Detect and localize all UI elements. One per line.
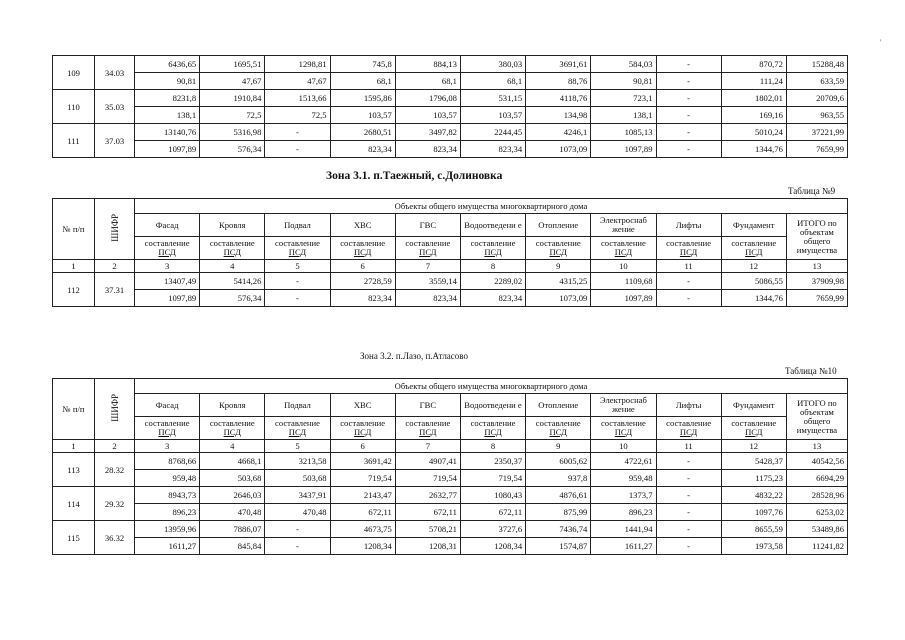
- value-cell: 7886,07: [200, 521, 265, 538]
- column-number: 3: [135, 260, 200, 273]
- column-number: 6: [330, 260, 395, 273]
- header-subcolumn: составление ПСД: [330, 417, 395, 440]
- value-cell: 672,11: [460, 504, 525, 521]
- value-cell: 4668,1: [200, 453, 265, 470]
- row-code: 29.32: [95, 487, 135, 521]
- value-cell: 884,13: [395, 56, 460, 73]
- value-cell: 47,67: [200, 73, 265, 90]
- value-cell: 2289,02: [460, 273, 525, 290]
- value-cell: 823,34: [460, 141, 525, 158]
- value-cell: 1595,86: [330, 90, 395, 107]
- value-cell: 6253,02: [786, 504, 847, 521]
- row-number: 114: [53, 487, 95, 521]
- value-cell: -: [656, 521, 721, 538]
- value-cell: 2728,59: [330, 273, 395, 290]
- header-code: [95, 379, 135, 440]
- value-cell: 1373,7: [591, 487, 656, 504]
- value-cell: 1796,08: [395, 90, 460, 107]
- row-code: 34.03: [95, 56, 135, 90]
- column-number: 6: [330, 440, 395, 453]
- table-10-number: Таблица №10: [785, 366, 837, 376]
- column-number: 2: [95, 260, 135, 273]
- table-10: [52, 378, 848, 555]
- value-cell: 584,03: [591, 56, 656, 73]
- header-column: ХВС: [330, 214, 395, 237]
- row-number: 115: [53, 521, 95, 555]
- header-subcolumn: составление ПСД: [330, 237, 395, 260]
- data-table-continued: [52, 55, 848, 158]
- value-cell: 723,1: [591, 90, 656, 107]
- header-column: Подвал: [265, 394, 330, 417]
- row-code: 28.32: [95, 453, 135, 487]
- row-code: 36.32: [95, 521, 135, 555]
- header-group: Объекты общего имущества многоквартирного дома: [135, 379, 848, 394]
- value-cell: 134,98: [526, 107, 591, 124]
- header-subcolumn: составление ПСД: [265, 417, 330, 440]
- value-cell: 169,16: [721, 107, 786, 124]
- column-number: 9: [526, 440, 591, 453]
- value-cell: 5414,26: [200, 273, 265, 290]
- value-cell: 1441,94: [591, 521, 656, 538]
- row-number: 111: [53, 124, 95, 158]
- table-row: [53, 73, 848, 90]
- value-cell: 40542,56: [786, 453, 847, 470]
- header-column: Лифты: [656, 394, 721, 417]
- value-cell: 5428,37: [721, 453, 786, 470]
- value-cell: 959,48: [591, 470, 656, 487]
- value-cell: 28528,96: [786, 487, 847, 504]
- header-column: Лифты: [656, 214, 721, 237]
- column-number: 11: [656, 260, 721, 273]
- value-cell: 6005,62: [526, 453, 591, 470]
- value-cell: 823,34: [395, 141, 460, 158]
- header-column: Водоотведени е: [460, 394, 525, 417]
- column-number: 12: [721, 440, 786, 453]
- row-code: 37.03: [95, 124, 135, 158]
- value-cell: 896,23: [591, 504, 656, 521]
- value-cell: -: [265, 538, 330, 555]
- row-code: 35.03: [95, 90, 135, 124]
- code-header-label: ШИФР: [109, 394, 120, 422]
- value-cell: 576,34: [200, 290, 265, 307]
- value-cell: 1073,09: [526, 141, 591, 158]
- value-cell: 5708,21: [395, 521, 460, 538]
- value-cell: -: [656, 73, 721, 90]
- table-row: [53, 504, 848, 521]
- value-cell: 68,1: [395, 73, 460, 90]
- column-number: 9: [526, 260, 591, 273]
- header-column: ГВС: [395, 214, 460, 237]
- value-cell: 896,23: [135, 504, 200, 521]
- value-cell: 4315,25: [526, 273, 591, 290]
- header-column: Фасад: [135, 214, 200, 237]
- row-number: 110: [53, 90, 95, 124]
- value-cell: 503,68: [265, 470, 330, 487]
- column-number: 7: [395, 440, 460, 453]
- header-subcolumn: составление ПСД: [591, 237, 656, 260]
- column-number: 8: [460, 260, 525, 273]
- value-cell: 88,76: [526, 73, 591, 90]
- value-cell: 138,1: [591, 107, 656, 124]
- value-cell: 633,59: [786, 73, 847, 90]
- value-cell: 3497,82: [395, 124, 460, 141]
- value-cell: -: [656, 538, 721, 555]
- value-cell: -: [265, 521, 330, 538]
- row-number: 112: [53, 273, 95, 307]
- value-cell: 1208,34: [460, 538, 525, 555]
- value-cell: 53489,86: [786, 521, 847, 538]
- row-code: 37.31: [95, 273, 135, 307]
- value-cell: 1344,76: [721, 141, 786, 158]
- value-cell: 1085,13: [591, 124, 656, 141]
- header-column: Водоотведени е: [460, 214, 525, 237]
- value-cell: 90,81: [591, 73, 656, 90]
- value-cell: 1097,89: [591, 141, 656, 158]
- value-cell: -: [265, 141, 330, 158]
- value-cell: 72,5: [265, 107, 330, 124]
- value-cell: 719,54: [395, 470, 460, 487]
- value-cell: 823,34: [330, 290, 395, 307]
- value-cell: 37221,99: [786, 124, 847, 141]
- value-cell: 15288,48: [786, 56, 847, 73]
- value-cell: 745,8: [330, 56, 395, 73]
- value-cell: -: [656, 290, 721, 307]
- column-number: 10: [591, 260, 656, 273]
- value-cell: 8943,73: [135, 487, 200, 504]
- value-cell: 719,54: [330, 470, 395, 487]
- value-cell: 90,81: [135, 73, 200, 90]
- value-cell: 11241,82: [786, 538, 847, 555]
- table-row: [53, 273, 848, 290]
- header-column: Фасад: [135, 394, 200, 417]
- value-cell: 963,55: [786, 107, 847, 124]
- header-subcolumn: составление ПСД: [656, 237, 721, 260]
- code-header-label: ШИФР: [109, 214, 120, 242]
- header-subcolumn: составление ПСД: [200, 417, 265, 440]
- value-cell: 2350,37: [460, 453, 525, 470]
- value-cell: 4907,41: [395, 453, 460, 470]
- value-cell: 68,1: [460, 73, 525, 90]
- header-group: Объекты общего имущества многоквартирного дома: [135, 199, 848, 214]
- value-cell: 1611,27: [591, 538, 656, 555]
- value-cell: 1695,51: [200, 56, 265, 73]
- value-cell: 1208,34: [330, 538, 395, 555]
- value-cell: 870,72: [721, 56, 786, 73]
- value-cell: -: [656, 141, 721, 158]
- value-cell: -: [656, 273, 721, 290]
- value-cell: 13140,76: [135, 124, 200, 141]
- value-cell: 3727,6: [460, 521, 525, 538]
- zone-3-2-title: Зона 3.2. п.Лазо, п.Атласово: [360, 351, 468, 361]
- value-cell: 13407,49: [135, 273, 200, 290]
- row-number: 109: [53, 56, 95, 90]
- table-row: [53, 290, 848, 307]
- value-cell: -: [656, 470, 721, 487]
- corner-mark: ': [880, 38, 882, 47]
- column-number: 8: [460, 440, 525, 453]
- value-cell: 6694,29: [786, 470, 847, 487]
- header-subcolumn: составление ПСД: [265, 237, 330, 260]
- table-9-number: Таблица №9: [788, 186, 836, 196]
- value-cell: 1344,76: [721, 290, 786, 307]
- table-row: [53, 470, 848, 487]
- value-cell: 4832,22: [721, 487, 786, 504]
- value-cell: 823,34: [395, 290, 460, 307]
- value-cell: 959,48: [135, 470, 200, 487]
- value-cell: 8768,66: [135, 453, 200, 470]
- value-cell: -: [656, 107, 721, 124]
- value-cell: 4673,75: [330, 521, 395, 538]
- value-cell: 47,67: [265, 73, 330, 90]
- column-number: 1: [53, 440, 95, 453]
- header-column: Подвал: [265, 214, 330, 237]
- column-number: 4: [200, 260, 265, 273]
- value-cell: 111,24: [721, 73, 786, 90]
- value-cell: 1802,01: [721, 90, 786, 107]
- value-cell: 672,11: [330, 504, 395, 521]
- value-cell: 1097,89: [135, 290, 200, 307]
- table-row: [53, 107, 848, 124]
- value-cell: 1097,76: [721, 504, 786, 521]
- table-row: [53, 141, 848, 158]
- value-cell: 8231,8: [135, 90, 200, 107]
- value-cell: -: [656, 124, 721, 141]
- table-row: [53, 453, 848, 470]
- header-column: Отопление: [526, 394, 591, 417]
- value-cell: 1513,66: [265, 90, 330, 107]
- column-number: 11: [656, 440, 721, 453]
- header-subcolumn: составление ПСД: [395, 237, 460, 260]
- table-row: [53, 521, 848, 538]
- header-subcolumn: составление ПСД: [460, 237, 525, 260]
- value-cell: 1175,23: [721, 470, 786, 487]
- value-cell: 3559,14: [395, 273, 460, 290]
- header-subcolumn: составление ПСД: [526, 417, 591, 440]
- value-cell: 7659,99: [786, 141, 847, 158]
- value-cell: 1973,58: [721, 538, 786, 555]
- value-cell: 2646,03: [200, 487, 265, 504]
- value-cell: 1611,27: [135, 538, 200, 555]
- header-no: № п/п: [53, 199, 95, 260]
- table-9: [52, 198, 848, 307]
- value-cell: 1080,43: [460, 487, 525, 504]
- value-cell: 1097,89: [135, 141, 200, 158]
- value-cell: 6436,65: [135, 56, 200, 73]
- header-column: Фундамент: [721, 214, 786, 237]
- value-cell: 531,15: [460, 90, 525, 107]
- value-cell: -: [265, 273, 330, 290]
- value-cell: -: [656, 90, 721, 107]
- column-number: 3: [135, 440, 200, 453]
- row-number: 113: [53, 453, 95, 487]
- header-subcolumn: составление ПСД: [721, 237, 786, 260]
- table-row: [53, 124, 848, 141]
- value-cell: 380,03: [460, 56, 525, 73]
- value-cell: -: [656, 487, 721, 504]
- column-number: 5: [265, 440, 330, 453]
- table-row: [53, 538, 848, 555]
- header-column: Кровля: [200, 214, 265, 237]
- value-cell: 672,11: [395, 504, 460, 521]
- value-cell: -: [656, 453, 721, 470]
- column-number: 12: [721, 260, 786, 273]
- header-column: ГВС: [395, 394, 460, 417]
- value-cell: 5316,98: [200, 124, 265, 141]
- header-column: Электроснаб жение: [591, 394, 656, 417]
- value-cell: 3213,58: [265, 453, 330, 470]
- value-cell: 103,57: [460, 107, 525, 124]
- value-cell: 1109,68: [591, 273, 656, 290]
- header-subcolumn: составление ПСД: [135, 417, 200, 440]
- header-column: Фундамент: [721, 394, 786, 417]
- value-cell: 7436,74: [526, 521, 591, 538]
- value-cell: -: [265, 290, 330, 307]
- value-cell: -: [265, 124, 330, 141]
- header-subcolumn: составление ПСД: [721, 417, 786, 440]
- value-cell: 13959,96: [135, 521, 200, 538]
- table-row: [53, 487, 848, 504]
- value-cell: 1574,87: [526, 538, 591, 555]
- table-row: [53, 56, 848, 73]
- value-cell: 1910,84: [200, 90, 265, 107]
- value-cell: 4876,61: [526, 487, 591, 504]
- value-cell: 2244,45: [460, 124, 525, 141]
- header-subcolumn: составление ПСД: [135, 237, 200, 260]
- value-cell: 937,8: [526, 470, 591, 487]
- value-cell: 823,34: [330, 141, 395, 158]
- value-cell: 1073,09: [526, 290, 591, 307]
- table-row: [53, 90, 848, 107]
- value-cell: 5010,24: [721, 124, 786, 141]
- value-cell: -: [656, 504, 721, 521]
- header-subcolumn: составление ПСД: [200, 237, 265, 260]
- header-column: Электроснаб жение: [591, 214, 656, 237]
- value-cell: 845,84: [200, 538, 265, 555]
- value-cell: 1298,81: [265, 56, 330, 73]
- column-number: 4: [200, 440, 265, 453]
- value-cell: 4722,61: [591, 453, 656, 470]
- header-column: Кровля: [200, 394, 265, 417]
- value-cell: 7659,99: [786, 290, 847, 307]
- header-subcolumn: составление ПСД: [460, 417, 525, 440]
- value-cell: 576,34: [200, 141, 265, 158]
- column-number: 7: [395, 260, 460, 273]
- value-cell: 875,99: [526, 504, 591, 521]
- header-subcolumn: составление ПСД: [526, 237, 591, 260]
- zone-3-1-title: Зона 3.1. п.Таежный, с.Долиновка: [326, 170, 503, 182]
- value-cell: 37909,98: [786, 273, 847, 290]
- header-column: Отопление: [526, 214, 591, 237]
- header-column: ХВС: [330, 394, 395, 417]
- column-number: 13: [786, 440, 847, 453]
- value-cell: 719,54: [460, 470, 525, 487]
- header-no: № п/п: [53, 379, 95, 440]
- value-cell: 4246,1: [526, 124, 591, 141]
- value-cell: 3437,91: [265, 487, 330, 504]
- value-cell: 470,48: [200, 504, 265, 521]
- value-cell: 4118,76: [526, 90, 591, 107]
- value-cell: 20709,6: [786, 90, 847, 107]
- value-cell: 2143,47: [330, 487, 395, 504]
- value-cell: 2632,77: [395, 487, 460, 504]
- value-cell: 503,68: [200, 470, 265, 487]
- column-number: 5: [265, 260, 330, 273]
- value-cell: 68,1: [330, 73, 395, 90]
- value-cell: 823,34: [460, 290, 525, 307]
- column-number: 2: [95, 440, 135, 453]
- value-cell: 470,48: [265, 504, 330, 521]
- value-cell: 5086,55: [721, 273, 786, 290]
- value-cell: 1208,31: [395, 538, 460, 555]
- header-total: ИТОГО по объектам общего имущества: [786, 394, 847, 440]
- value-cell: 8655,59: [721, 521, 786, 538]
- value-cell: 103,57: [395, 107, 460, 124]
- value-cell: 3691,61: [526, 56, 591, 73]
- value-cell: -: [656, 56, 721, 73]
- header-subcolumn: составление ПСД: [591, 417, 656, 440]
- value-cell: 3691,42: [330, 453, 395, 470]
- column-number: 10: [591, 440, 656, 453]
- header-code: [95, 199, 135, 260]
- column-number: 1: [53, 260, 95, 273]
- value-cell: 138,1: [135, 107, 200, 124]
- value-cell: 2680,51: [330, 124, 395, 141]
- header-subcolumn: составление ПСД: [656, 417, 721, 440]
- column-number: 13: [786, 260, 847, 273]
- value-cell: 1097,89: [591, 290, 656, 307]
- header-subcolumn: составление ПСД: [395, 417, 460, 440]
- value-cell: 103,57: [330, 107, 395, 124]
- header-total: ИТОГО по объектам общего имущества: [786, 214, 847, 260]
- value-cell: 72,5: [200, 107, 265, 124]
